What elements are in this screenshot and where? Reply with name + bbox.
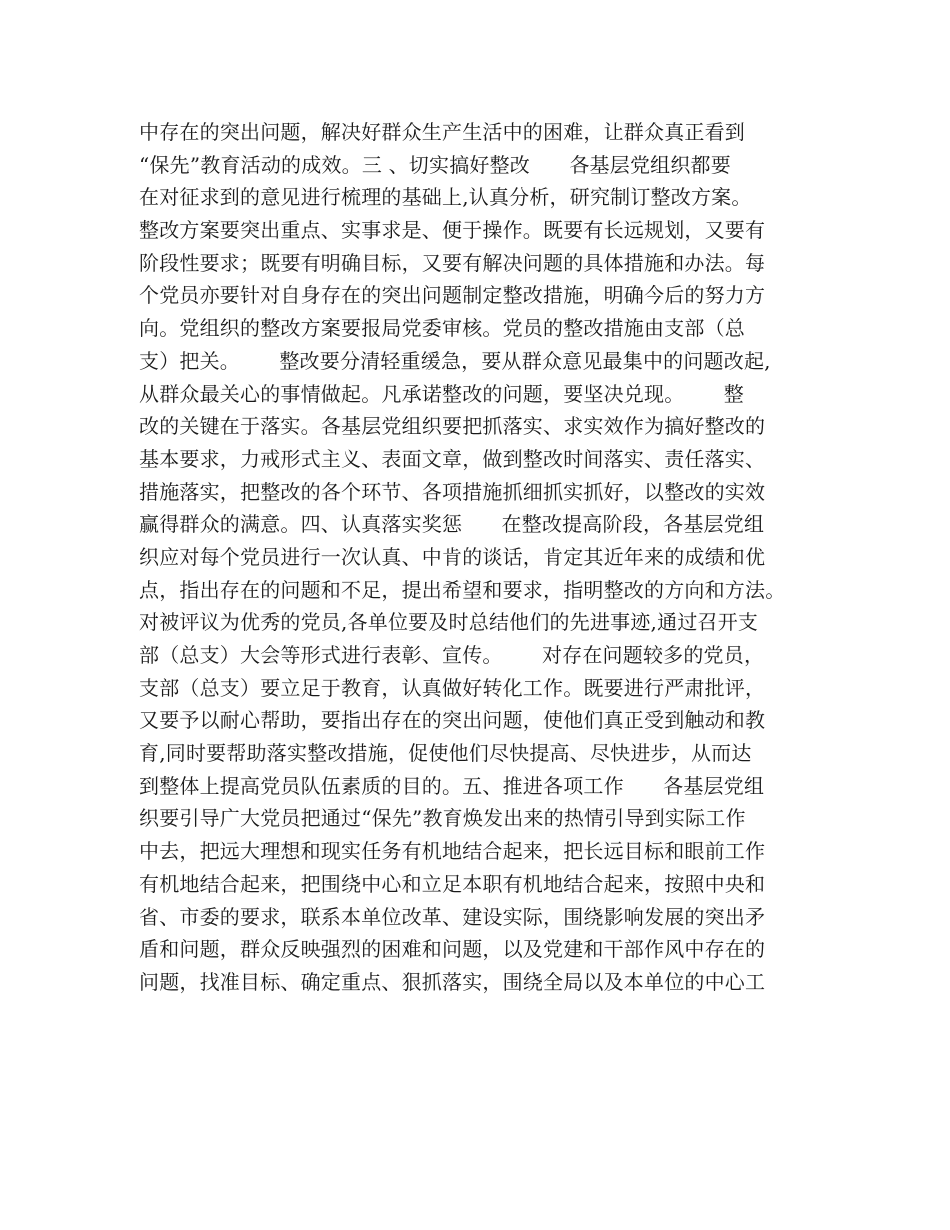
text-line: 向。党组织的整改方案要报局党委审核。党员的整改措施由支部（总 <box>139 316 745 341</box>
text-line: “保先”教育活动的成效。三 、切实搞好整改 各基层党组织都要 <box>139 152 731 177</box>
text-line: 支）把关。 整改要分清轻重缓急，要从群众意见最集中的问题改起, <box>139 348 771 373</box>
text-line: 到整体上提高党员队伍素质的目的。五、推进各项工作 各基层党组 <box>139 773 765 798</box>
text-line: 织应对每个党员进行一次认真、中肯的谈话，肯定其近年来的成绩和优 <box>139 544 766 569</box>
text-line: 支部（总支）要立足于教育，认真做好转化工作。既要进行严肃批评， <box>139 675 766 700</box>
text-line: 育,同时要帮助落实整改措施，促使他们尽快提高、尽快进步，从而达 <box>139 741 752 766</box>
text-line: 有机地结合起来，把围绕中心和立足本职有机地结合起来，按照中央和 <box>139 871 766 896</box>
text-line: 在对征求到的意见进行梳理的基础上,认真分析，研究制订整改方案。 <box>139 185 752 210</box>
text-line: 中去，把远大理想和现实任务有机地结合起来，把长远目标和眼前工作 <box>139 839 766 864</box>
text-line: 阶段性要求；既要有明确目标，又要有解决问题的具体措施和办法。每 <box>139 250 766 275</box>
text-line: 中存在的突出问题，解决好群众生产生活中的困难，让群众真正看到 <box>139 120 745 144</box>
text-line: 从群众最关心的事情做起。凡承诺整改的问题，要坚决兑现。 整 <box>139 381 744 406</box>
text-line: 织要引导广大党员把通过“保先”教育焕发出来的热情引导到实际工作 <box>139 806 746 831</box>
text-line: 部（总支）大会等形式进行表彰、宣传。 对存在问题较多的党员， <box>139 643 765 667</box>
text-line: 点，指出存在的问题和不足，提出希望和要求，指明整改的方向和方法。 <box>139 577 786 602</box>
text-line: 基本要求，力戒形式主义、表面文章，做到整改时间落实、责任落实、 <box>139 446 766 471</box>
text-line: 盾和问题，群众反映强烈的困难和问题，以及党建和干部作风中存在的 <box>139 937 766 962</box>
text-line: 问题，找准目标、确定重点、狠抓落实，围绕全局以及本单位的中心工 <box>139 969 766 994</box>
text-line: 省、市委的要求，联系本单位改革、建设实际，围绕影响发展的突出矛 <box>139 904 766 929</box>
body-text <box>139 116 829 999</box>
text-line: 措施落实，把整改的各个环节、各项措施抓细抓实抓好，以整改的实效 <box>139 479 766 504</box>
text-line: 赢得群众的满意。四、认真落实奖惩 在整改提高阶段，各基层党组 <box>139 512 765 537</box>
text-line: 又要予以耐心帮助，要指出存在的突出问题，使他们真正受到触动和教 <box>139 708 766 733</box>
text-line: 改的关键在于落实。各基层党组织要把抓落实、求实效作为搞好整改的 <box>139 414 766 439</box>
text-line: 个党员亦要针对自身存在的突出问题制定整改措施，明确今后的努力方 <box>139 283 766 308</box>
text-line: 整改方案要突出重点、实事求是、便于操作。既要有长远规划，又要有 <box>139 218 766 243</box>
text-line: 对被评议为优秀的党员,各单位要及时总结他们的先进事迹,通过召开支 <box>139 610 759 635</box>
